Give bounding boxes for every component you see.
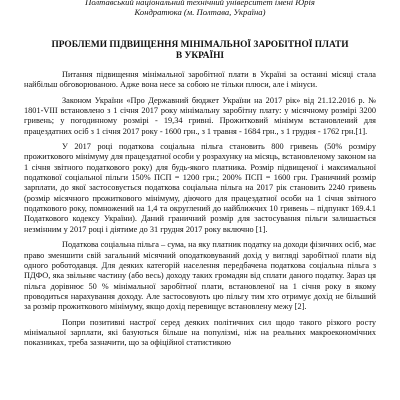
- paper-title: [30, 40, 370, 62]
- paragraph-minimum-wage-law: Законом України «Про Державний бюджет України на 2017 рік» від 21.12.2016 р. № 1801-VIII встановлено з 1 січня 2017 року мінімальну заробітну плату: у місячному розмірі 3200 гривень; у погодинному розмірі - 19,34 гривні. Прожитковий мінімум встановлений для працездатних осіб з 1 січня 2017 року - 1600 грн., з 1 травня - 1684 грн., з 1 грудня - 1762 грн.[1].: [24, 95, 376, 136]
- affiliation-line-1: Полтавський національний технічний університет імені Юрія: [85, 0, 315, 7]
- affiliation-line-2: Кондратюка (м. Полтава, Україна): [134, 7, 266, 17]
- paragraph-tax-benefit-definition: Податкова соціальна пільга – сума, на яку платник податку на доходи фізичних осіб, має право зменшити свій загальний місячний оподатковуваний дохід у вигляді заробітної плати від одного роботодавця. Для деяких категорій населення передбачена податкова соціальна пільга з ПДФО, яка звільняє частину (або весь) доходу таких громадян від сплати даного податку. Зараз ця пільга дорівнює 50 % мінімальної заробітної плати, встановленої на 1 січня року в якому проводиться нарахування доходу. Але застосовують цю пільгу тим хто отримує дохід не більший за розмір прожиткового мінімуму, якщо дохід перевищує встановлену межу [2].: [24, 240, 376, 312]
- title-line-2: В УКРАЇНІ: [175, 51, 225, 61]
- paragraph-intro: Питання підвищення мінімальної заробітної плати в Україні за останні місяці стала найбільш обговорюваною. Адже вона несе за собою не тільки плюси, але і мінуси.: [24, 70, 376, 90]
- paragraph-tax-benefit-2017: У 2017 році податкова соціальна пільга становить 800 гривень (50% розміру прожиткового мінімуму для працездатної особи у розрахунку на місяць, встановленому законом на 1 січня звітного податкового року) для будь-якого платника. Розмір підвищеної і максимальної податкової соціальної пільги 150% ПСП = 1200 грн.; 200% ПСП = 1600 грн. Граничний розмір зарплати, до якої застосовується податкова соціальна пільга на 2017 рік становить 2240 гривень (розмір місячного прожиткового мінімуму, діючого для працездатної особи на 1 січня звітного податкового року, помножений на 1,4 та округлений до найближчих 10 гривень – підпункт 169.4.1 Податкового кодексу України). Даний граничний розмір для застосування пільги залишається незмінним у 2017 році і діятиме до 31 грудня 2017 року включно [1].: [24, 142, 376, 234]
- body-text: [24, 70, 376, 354]
- author-affiliation: [50, 0, 350, 17]
- title-line-1: ПРОБЛЕМИ ПІДВИЩЕННЯ МІНІМАЛЬНОЇ ЗАРОБІТНОЇ ПЛАТИ: [51, 40, 349, 50]
- paragraph-political-context: Попри позитивні настрої серед деяких політичних сил щодо такого різкого росту мінімальної зарплати, які базуються більше на популізмі, ніж на реальних макроекономічних показниках, треба зазначити, що за офіційної статистикою: [24, 317, 376, 348]
